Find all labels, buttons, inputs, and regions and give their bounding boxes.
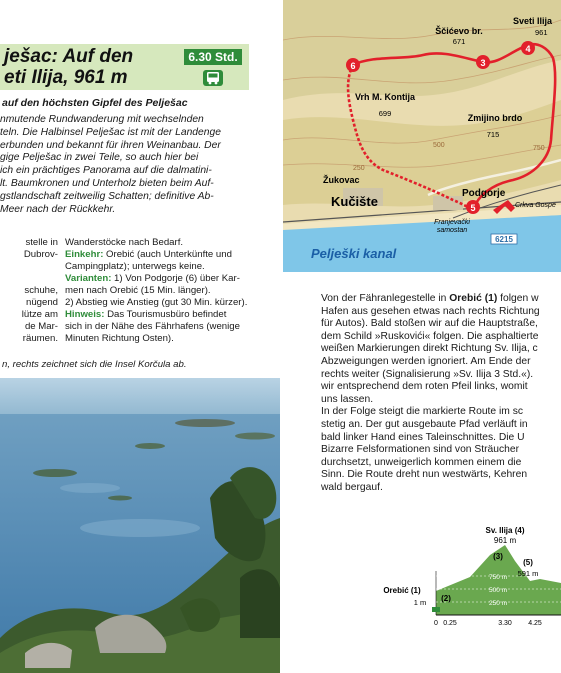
tour-title-line2: eti Ilija, 961 m [4, 67, 128, 88]
description-line: Abzweigungen werden ignoriert. Am Ende der [321, 355, 531, 367]
map-label-zmijino: Zmijino brdo [467, 113, 523, 123]
map-label-samostan: samostan [436, 227, 468, 234]
profile-point-2: (2) [441, 594, 451, 603]
description-line: Von der Fähranlegestelle in Orebić (1) folgen w [321, 293, 539, 304]
info-line-left: räumen. [22, 333, 58, 344]
waypoint-4: 4 [525, 44, 531, 54]
route-description [321, 293, 561, 495]
intro-line: teln. Die Halbinsel Pelješac ist mit der Landenge [0, 126, 221, 138]
einkehr-line: Einkehr: Orebić (auch Unterkünfte und [65, 249, 232, 260]
info-line-left [0, 273, 58, 285]
description-line: In der Folge steigt die markierte Route im sc [321, 406, 524, 418]
info-column-left [0, 237, 58, 345]
hinweis-line: Hinweis: Das Tourismusbüro befindet [65, 309, 227, 320]
contour-label-500: 500 [433, 142, 445, 149]
description-line: Bizarre Felsformationen sind von Sträucher [321, 444, 520, 456]
intro-line: nmutende Rundwanderung mit wechselnden [0, 114, 204, 125]
landscape-photo [0, 378, 280, 673]
map-label-zukovac: Žukovac [323, 175, 360, 185]
description-line: stetig an. Der gut ausgebaute Pfad verläuft in [321, 418, 528, 430]
info-line-left: de Mar- [24, 321, 58, 332]
photo-caption: n, rechts zeichnet sich die Insel Korčula ab. [2, 359, 187, 370]
description-line: bald linker Hand eines Taleinschnittes. Die U [321, 431, 525, 443]
intro-line: Meer nach der Rückkehr. [0, 203, 116, 215]
profile-start-alt: 1 m [413, 598, 427, 607]
map-label-franj: Franjevački [434, 219, 470, 226]
map-label-crkva: Crkva Gospe [515, 202, 556, 209]
map-label-scucevo-height: 671 [452, 37, 466, 46]
intro-line: erbunden und bekannt für ihren Weinanbau. Der [0, 139, 221, 151]
road-number: 6215 [495, 235, 513, 244]
profile-summit-name: Sv. Ilija (4) [485, 526, 525, 535]
description-line: durchsetzt, unweigerlich kommen einem die [321, 456, 522, 468]
hinweis-label: Hinweis: [65, 309, 105, 320]
duration-badge: 6.30 Std. [184, 49, 242, 65]
description-line: uns lassen. [321, 393, 374, 405]
intro-line: lt. Baumkronen und Unterholz bieten beim Auf- [0, 177, 214, 189]
profile-start-name: Orebić (1) [383, 586, 421, 595]
map-label-sea: Pelješki kanal [311, 246, 397, 261]
info-line: Wanderstöcke nach Bedarf. [65, 237, 184, 248]
varianten-line: Varianten: 1) Von Podgorje (6) über Kar- [65, 273, 240, 284]
map-label-podgorje: Podgorje [462, 188, 506, 199]
waypoint-6: 5 [470, 203, 476, 213]
info-line: 2) Abstieg wie Anstieg (gut 30 Min. kürzer). [65, 297, 248, 308]
info-line-left: lütze am [21, 309, 58, 320]
info-line: Campingplatz); unterwegs keine. [65, 261, 205, 272]
map-label-scucevo: Ščićevo br. [435, 26, 483, 36]
profile-point-5: (5) [523, 558, 533, 567]
intro-line: ich ein prächtiges Panorama auf die dalmatini- [0, 165, 212, 177]
description-line: Hafen aus gesehen etwas nach rechts Richtung [321, 305, 540, 317]
description-line: wald bergauf. [321, 481, 383, 493]
info-line: men nach Orebić (15 Min. länger). [65, 285, 211, 296]
profile-point-5-alt: 591 m [517, 569, 539, 578]
info-line-left: Dubrov- [23, 249, 58, 260]
profile-point-3: (3) [493, 552, 503, 561]
profile-y-250: 250 m [489, 600, 508, 607]
profile-x-0: 0 [434, 620, 438, 627]
intro-text [0, 114, 246, 216]
info-line-left: schuhe, [24, 285, 58, 296]
waypoint-5: 6 [350, 61, 356, 71]
description-line: für Autos). Bald stoßen wir auf die Hauptstraße, [321, 318, 538, 330]
tour-title-line1: ješac: Auf den [4, 46, 134, 67]
description-line: dem Schild »Ruskovići« folgen. Die asphaltierte [321, 330, 539, 342]
info-column-right [65, 237, 249, 345]
description-line: weißen Markierungen direkt Richtung Sv. Ilija, c [321, 343, 538, 355]
profile-x-2: 3.30 [498, 620, 512, 627]
map-label-kuciste: Kučište [331, 194, 378, 209]
contour-label-750: 750 [533, 145, 545, 152]
waypoint-3: 3 [480, 58, 486, 68]
description-line: Sinn. Die Route dreht nun westwärts, Kehren [321, 469, 528, 481]
profile-y-750: 750 m [489, 574, 508, 581]
map-label-zmijino-height: 715 [486, 130, 500, 139]
map-label-kontija: Vrh M. Kontija [354, 92, 416, 102]
info-line: Minuten Richtung Osten). [65, 333, 174, 344]
profile-y-500: 500 m [489, 587, 508, 594]
profile-x-3: 4.25 [528, 620, 542, 627]
einkehr-label: Einkehr: [65, 249, 104, 260]
contour-label-250: 250 [353, 165, 365, 172]
description-line: rechts weiter (Signalisierung »Sv. Ilija 3 Std.«). [321, 368, 534, 380]
intro-line: gstlandschaft zeitweilig Schatten; definitive Ab- [0, 190, 214, 202]
intro-line: gige Pelješac in zwei Teile, so auch hier bei [0, 152, 199, 164]
profile-summit-alt: 961 m [493, 536, 517, 545]
map-label-ilija: Sveti Ilija [513, 16, 553, 26]
info-line-left [0, 261, 58, 273]
info-line: sich in der Nähe des Fährhafens (wenige [65, 321, 240, 332]
varianten-label: Varianten: [65, 273, 112, 284]
elevation-profile [380, 521, 561, 631]
profile-x-1: 0.25 [443, 620, 457, 627]
info-line-left: nügend [25, 297, 58, 308]
map-label-kontija-height: 699 [378, 109, 392, 118]
tour-subtitle: auf den höchsten Gipfel des Pelješac [2, 97, 188, 109]
description-line: wir entsprechend dem roten Pfeil links, womit [321, 381, 528, 393]
map-label-ilija-height: 961 [535, 28, 548, 37]
bus-icon [203, 70, 223, 86]
info-line-left: stelle in [25, 237, 58, 248]
route-map [283, 0, 561, 272]
